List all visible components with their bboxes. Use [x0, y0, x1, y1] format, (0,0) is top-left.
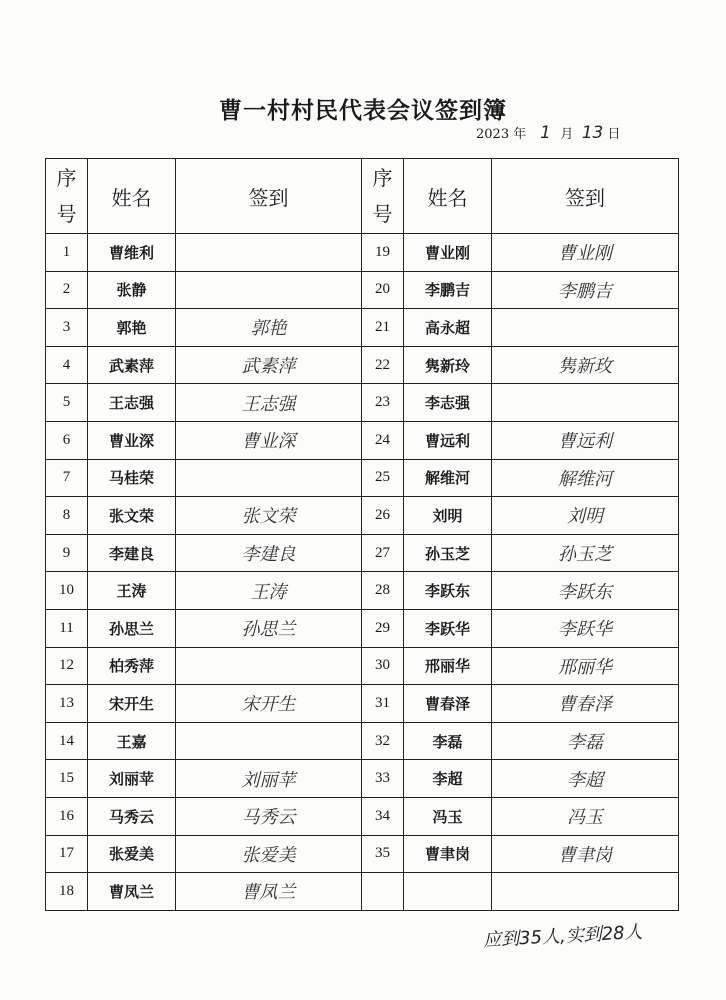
entry-name-left: 郭艳 [88, 309, 176, 347]
attendance-note: 应到35人,实到28人 [482, 921, 644, 952]
entry-signature-right [492, 609, 679, 647]
handwritten-signature: 张文荣 [241, 506, 296, 528]
entry-signature-left [176, 534, 362, 572]
table-row [46, 346, 679, 384]
header-sign-right: 签到 [492, 159, 679, 234]
header-name-left: 姓名 [88, 159, 176, 234]
entry-number-right: 29 [362, 609, 404, 647]
header-no-line1: 序 [56, 166, 77, 190]
entry-signature-left [176, 271, 362, 309]
entry-signature-right [492, 497, 679, 535]
table-row [46, 760, 679, 798]
entry-name-left: 王涛 [88, 572, 176, 610]
date-month: 1 [539, 123, 551, 143]
entry-number-right: 21 [362, 309, 404, 347]
handwritten-signature: 刘丽苹 [241, 769, 296, 791]
entry-number-left: 5 [46, 384, 88, 422]
entry-number-right: 23 [362, 384, 404, 422]
entry-name-left: 曹维利 [88, 234, 176, 272]
table-row [46, 421, 679, 459]
entry-name-left: 马秀云 [88, 797, 176, 835]
entry-name-left: 武素萍 [88, 346, 176, 384]
entry-signature-left [176, 647, 362, 685]
entry-signature-right [492, 271, 679, 309]
handwritten-signature: 李跃华 [558, 619, 612, 641]
entry-name-left: 刘丽苹 [88, 760, 176, 798]
entry-name-right: 解维河 [404, 459, 492, 497]
entry-number-left: 7 [46, 459, 88, 497]
handwritten-signature: 宋开生 [241, 694, 296, 716]
handwritten-signature: 隽新玫 [558, 356, 612, 378]
entry-name-left: 王志强 [88, 384, 176, 422]
entry-signature-right [492, 797, 679, 835]
header-name-right: 姓名 [404, 159, 492, 234]
entry-number-left: 12 [46, 647, 88, 685]
entry-number-left: 16 [46, 797, 88, 835]
entry-signature-right [492, 685, 679, 723]
handwritten-signature: 李超 [567, 769, 603, 791]
entry-signature-right [492, 459, 679, 497]
entry-name-right: 高永超 [404, 309, 492, 347]
handwritten-signature: 解维河 [558, 468, 612, 490]
handwritten-signature: 马秀云 [241, 807, 296, 829]
entry-signature-left [176, 497, 362, 535]
table-row [46, 497, 679, 535]
entry-signature-right [492, 835, 679, 873]
entry-number-left: 9 [46, 534, 88, 572]
entry-name-left: 张文荣 [88, 497, 176, 535]
table-row [46, 572, 679, 610]
entry-number-right: 30 [362, 647, 404, 685]
entry-name-left: 张静 [88, 271, 176, 309]
entry-name-left: 柏秀萍 [88, 647, 176, 685]
entry-signature-right [492, 309, 679, 347]
entry-signature-right [492, 384, 679, 422]
page-title: 曹一村村民代表会议签到簿 [219, 97, 507, 124]
entry-name-left: 李建良 [88, 534, 176, 572]
sign-date [476, 123, 621, 143]
entry-number-left: 18 [46, 873, 88, 911]
entry-name-right: 曹远利 [404, 421, 492, 459]
entry-number-right: 22 [362, 346, 404, 384]
entry-name-right: 邢丽华 [404, 647, 492, 685]
entry-name-left: 曹凤兰 [88, 873, 176, 911]
entry-number-left: 10 [46, 572, 88, 610]
handwritten-signature: 曹业刚 [558, 243, 612, 265]
handwritten-signature: 李跃东 [558, 581, 612, 603]
entry-number-right: 20 [362, 271, 404, 309]
entry-name-right: 冯玉 [404, 797, 492, 835]
handwritten-signature: 冯玉 [567, 807, 603, 829]
header-no-right [362, 159, 404, 234]
entry-signature-right [492, 534, 679, 572]
table-row [46, 685, 679, 723]
header-no-line2: 号 [56, 202, 77, 226]
entry-number-right: 19 [362, 234, 404, 272]
handwritten-signature: 张爱美 [241, 844, 296, 866]
header-no-left [46, 159, 88, 234]
entry-signature-right [492, 647, 679, 685]
entry-signature-left [176, 835, 362, 873]
entry-signature-left [176, 384, 362, 422]
entry-signature-left [176, 609, 362, 647]
entry-signature-right [492, 421, 679, 459]
entry-name-right: 李跃东 [404, 572, 492, 610]
entry-signature-left [176, 722, 362, 760]
header-sign-left: 签到 [176, 159, 362, 234]
handwritten-signature: 曹春泽 [558, 694, 612, 716]
entry-name-left: 孙思兰 [88, 609, 176, 647]
table-row [46, 609, 679, 647]
date-year: 2023 [476, 127, 510, 142]
header-row [46, 159, 679, 234]
entry-number-left: 2 [46, 271, 88, 309]
handwritten-signature: 李磊 [567, 732, 603, 754]
entry-signature-left [176, 234, 362, 272]
handwritten-signature: 曹凤兰 [241, 882, 296, 904]
table-row [46, 797, 679, 835]
entry-signature-left [176, 346, 362, 384]
table-row [46, 384, 679, 422]
entry-name-right: 李跃华 [404, 609, 492, 647]
table-row [46, 835, 679, 873]
handwritten-signature: 李鹏吉 [558, 280, 612, 302]
entry-signature-left [176, 797, 362, 835]
table-row [46, 234, 679, 272]
entry-signature-left [176, 760, 362, 798]
handwritten-signature: 曹业深 [241, 431, 296, 453]
entry-signature-left [176, 685, 362, 723]
entry-signature-right [492, 873, 679, 911]
table-row [46, 647, 679, 685]
entry-name-right: 曹聿岗 [404, 835, 492, 873]
entry-number-right: 28 [362, 572, 404, 610]
entry-number-right: 35 [362, 835, 404, 873]
entry-number-left: 4 [46, 346, 88, 384]
entry-name-right: 刘明 [404, 497, 492, 535]
entry-signature-right [492, 234, 679, 272]
handwritten-signature: 郭艳 [250, 318, 287, 340]
table-row [46, 271, 679, 309]
entry-signature-left [176, 309, 362, 347]
handwritten-signature: 邢丽华 [558, 656, 612, 678]
date-day: 13 [581, 123, 604, 143]
table-row [46, 722, 679, 760]
handwritten-signature: 孙思兰 [241, 619, 296, 641]
entry-name-right: 李志强 [404, 384, 492, 422]
table-row [46, 309, 679, 347]
header-no-line2: 号 [372, 202, 393, 226]
entry-signature-right [492, 346, 679, 384]
date-month-suffix: 月 [560, 127, 574, 142]
handwritten-signature: 刘明 [567, 506, 603, 528]
entry-signature-right [492, 572, 679, 610]
entry-number-right [362, 873, 404, 911]
entry-number-left: 11 [46, 609, 88, 647]
entry-signature-left [176, 873, 362, 911]
entry-name-right: 李鹏吉 [404, 271, 492, 309]
date-day-suffix: 日 [607, 127, 621, 142]
date-year-suffix: 年 [513, 127, 527, 142]
entry-name-left: 马桂荣 [88, 459, 176, 497]
entry-signature-left [176, 459, 362, 497]
entry-number-right: 24 [362, 421, 404, 459]
entry-number-right: 27 [362, 534, 404, 572]
handwritten-signature: 王志强 [241, 393, 296, 415]
entry-number-left: 15 [46, 760, 88, 798]
entry-number-right: 26 [362, 497, 404, 535]
entry-name-left: 张爱美 [88, 835, 176, 873]
entry-number-right: 34 [362, 797, 404, 835]
entry-name-right: 李超 [404, 760, 492, 798]
entry-name-right: 曹春泽 [404, 685, 492, 723]
entry-number-left: 8 [46, 497, 88, 535]
handwritten-signature: 李建良 [241, 544, 296, 566]
entry-number-right: 32 [362, 722, 404, 760]
handwritten-signature: 孙玉芝 [558, 544, 612, 566]
entry-number-left: 3 [46, 309, 88, 347]
entry-number-right: 33 [362, 760, 404, 798]
entry-signature-left [176, 421, 362, 459]
entry-name-left: 王嘉 [88, 722, 176, 760]
entry-signature-right [492, 760, 679, 798]
entry-number-left: 13 [46, 685, 88, 723]
entry-name-right [404, 873, 492, 911]
table-row [46, 459, 679, 497]
entry-number-right: 31 [362, 685, 404, 723]
handwritten-signature: 曹聿岗 [558, 844, 612, 866]
entry-name-right: 隽新玲 [404, 346, 492, 384]
entry-name-right: 李磊 [404, 722, 492, 760]
entry-name-right: 曹业刚 [404, 234, 492, 272]
entry-number-left: 1 [46, 234, 88, 272]
entry-name-left: 宋开生 [88, 685, 176, 723]
entry-signature-left [176, 572, 362, 610]
entry-number-left: 17 [46, 835, 88, 873]
entry-number-left: 14 [46, 722, 88, 760]
entry-number-left: 6 [46, 421, 88, 459]
handwritten-signature: 王涛 [250, 581, 287, 603]
entry-signature-right [492, 722, 679, 760]
entry-name-right: 孙玉芝 [404, 534, 492, 572]
sign-in-table [45, 158, 679, 911]
entry-number-right: 25 [362, 459, 404, 497]
entry-name-left: 曹业深 [88, 421, 176, 459]
header-no-line1: 序 [372, 166, 393, 190]
handwritten-signature: 曹远利 [558, 431, 612, 453]
handwritten-signature: 武素萍 [241, 356, 296, 378]
table-row [46, 534, 679, 572]
table-row [46, 873, 679, 911]
